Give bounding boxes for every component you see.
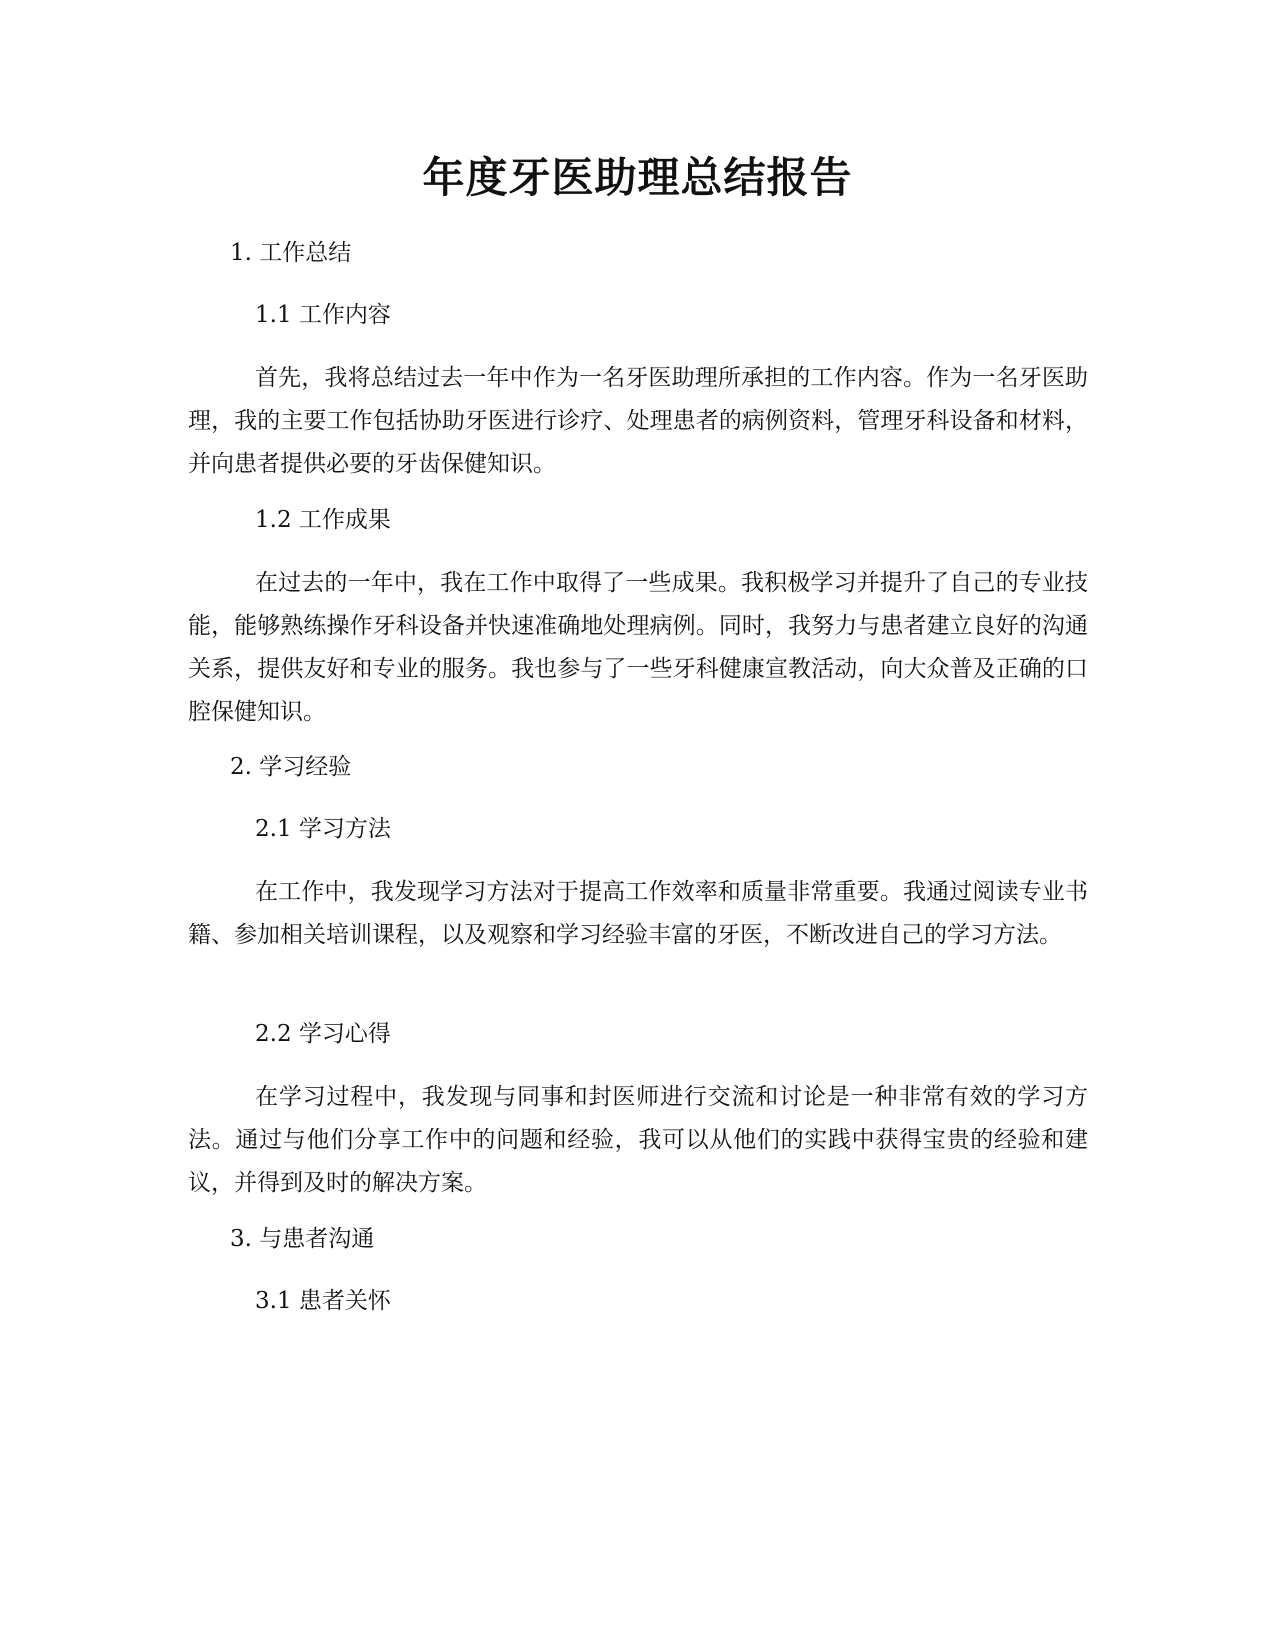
subsection-heading-1-2: 1.2 工作成果 [255,507,391,533]
paragraph-learning-method: 在工作中，我发现学习方法对于提高工作效率和质量非常重要。我通过阅读专业书籍、参加相关培训课程，以及观察和学习经验丰富的牙医，不断改进自己的学习方法。 [188,879,1088,948]
subsection-heading-1-1: 1.1 工作内容 [255,302,391,328]
subsection-heading-2-1: 2.1 学习方法 [255,816,391,842]
subsection-heading-2-2: 2.2 学习心得 [255,1021,391,1047]
paragraph-work-results: 在过去的一年中，我在工作中取得了一些成果。我积极学习并提升了自己的专业技能，能够熟练操作牙科设备并快速准确地处理病例。同时，我努力与患者建立良好的沟通关系，提供友好和专业的服务。我也参与了一些牙科健康宣教活动，向大众普及正确的口腔保健知识。 [188,570,1088,725]
document-title: 年度牙医助理总结报告 [422,153,853,202]
section-heading-3: 3. 与患者沟通 [230,1226,375,1252]
subsection-heading-3-1: 3.1 患者关怀 [255,1288,391,1314]
paragraph-work-content: 首先，我将总结过去一年中作为一名牙医助理所承担的工作内容。作为一名牙医助理，我的主要工作包括协助牙医进行诊疗、处理患者的病例资料，管理牙科设备和材料，并向患者提供必要的牙齿保健知识。 [188,365,1088,477]
section-heading-2: 2. 学习经验 [230,754,352,780]
section-heading-1: 1. 工作总结 [230,240,352,266]
paragraph-learning-insights: 在学习过程中，我发现与同事和封医师进行交流和讨论是一种非常有效的学习方法。通过与他们分享工作中的问题和经验，我可以从他们的实践中获得宝贵的经验和建议，并得到及时的解决方案。 [188,1084,1088,1196]
